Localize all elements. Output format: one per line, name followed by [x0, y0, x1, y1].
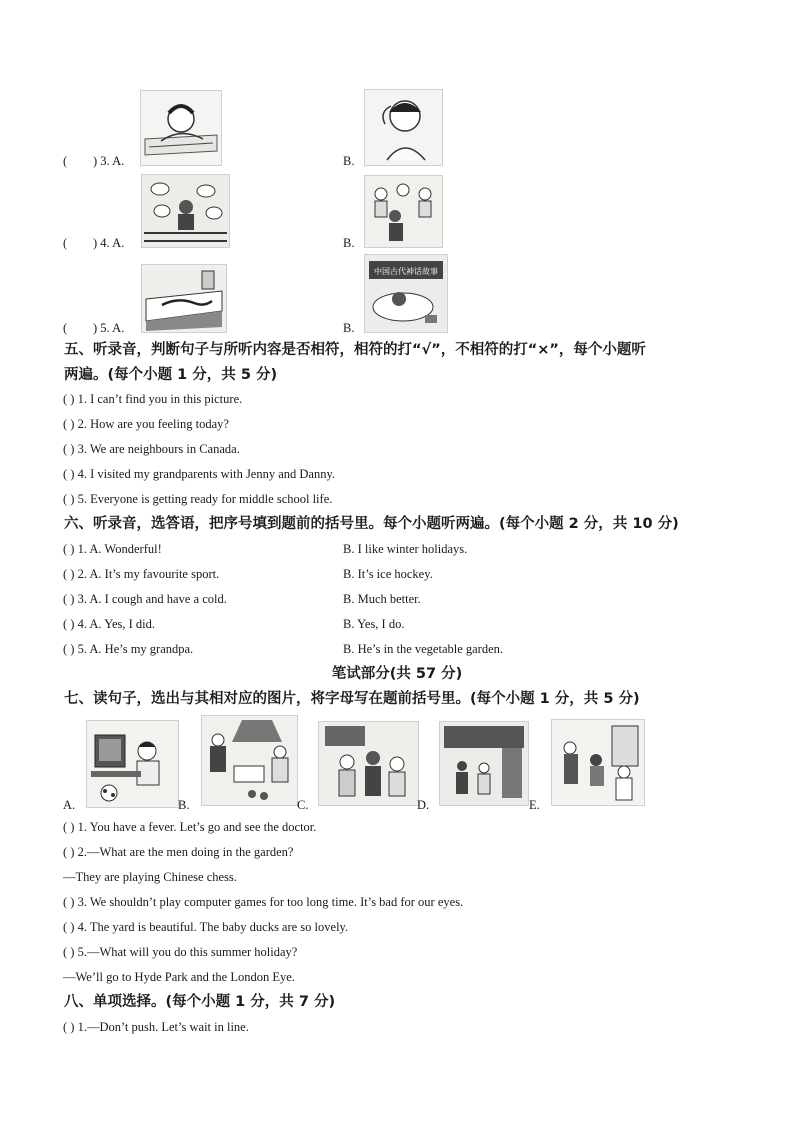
picture-b-men-playing-chess — [201, 715, 298, 806]
section-6-item-5-option-a: ( ) 5. A. He’s my grandpa. — [63, 642, 194, 656]
section-6-item-5-option-b: B. He’s in the vegetable garden. — [343, 642, 504, 656]
question-number: ) 4. A. — [93, 236, 125, 250]
section-7-line-1: ( ) 1. You have a fever. Let’s go and see the doctor. — [63, 820, 317, 834]
section-5-item-2: ( ) 2. How are you feeling today? — [63, 417, 229, 431]
option-b-label: B. — [343, 154, 355, 168]
picture-children-group — [364, 175, 443, 248]
answer-paren: ( — [63, 236, 68, 250]
section-5-item-3: ( ) 3. We are neighbours in Canada. — [63, 442, 240, 456]
section-7-line-4: ( ) 3. We shouldn’t play computer games for too long time. It’s bad for our eyes. — [63, 895, 464, 909]
section-5-title-line-2: 两遍。(每个小题 1 分，共 5 分) — [64, 367, 278, 383]
picture-sick-boy-in-bed — [140, 90, 222, 166]
picture-girl-with-headache — [364, 89, 443, 166]
picture-label-b: B. — [178, 798, 190, 812]
section-5-item-1: ( ) 1. I can’t find you in this picture. — [63, 392, 243, 406]
question-number: ) 5. A. — [93, 321, 125, 335]
section-6-item-4-option-b: B. Yes, I do. — [343, 617, 405, 631]
picture-label-a: A. — [63, 798, 76, 812]
picture-label-d: D. — [417, 798, 430, 812]
section-7-line-3: —They are playing Chinese chess. — [63, 870, 237, 884]
section-6-item-3-option-a: ( ) 3. A. I cough and have a cold. — [63, 592, 227, 606]
section-6-item-1-option-a: ( ) 1. A. Wonderful! — [63, 542, 162, 556]
section-5-item-5: ( ) 5. Everyone is getting ready for middle school life. — [63, 492, 333, 506]
picture-reading-storybook — [364, 254, 448, 333]
section-6-item-3-option-b: B. Much better. — [343, 592, 421, 606]
picture-e-doctor-visit — [551, 719, 645, 806]
picture-a-boy-at-computer — [86, 720, 179, 808]
section-7-line-7: —We’ll go to Hyde Park and the London Eye. — [63, 970, 295, 984]
section-7-line-6: ( ) 5.—What will you do this summer holiday? — [63, 945, 298, 959]
section-7-title: 七、读句子，选出与其相对应的图片，将字母写在题前括号里。(每个小题 1 分，共 5 分) — [64, 691, 640, 707]
section-6-title: 六、听录音，选答语，把序号填到题前的括号里。每个小题听两遍。(每个小题 2 分，共 10 分) — [64, 516, 679, 532]
section-6-item-1-option-b: B. I like winter holidays. — [343, 542, 468, 556]
picture-desk-calligraphy — [141, 264, 227, 333]
section-8-item-1: ( ) 1.—Don’t push. Let’s wait in line. — [63, 1020, 249, 1034]
picture-farm-with-sheep — [141, 174, 230, 248]
picture-label-c: C. — [297, 798, 309, 812]
option-b-label: B. — [343, 236, 355, 250]
question-number: ) 3. A. — [93, 154, 125, 168]
section-5-title-line-1: 五、听录音，判断句子与所听内容是否相符，相符的打“√”，不相符的打“×”，每个小题听 — [64, 342, 646, 358]
section-6-item-4-option-a: ( ) 4. A. Yes, I did. — [63, 617, 156, 631]
picture-d-london-scene — [439, 721, 529, 806]
picture-label-e: E. — [529, 798, 540, 812]
answer-paren: ( — [63, 321, 68, 335]
picture-c-family-scene — [318, 721, 419, 806]
section-5-item-4: ( ) 4. I visited my grandparents with Jenny and Danny. — [63, 467, 336, 481]
section-7-line-2: ( ) 2.—What are the men doing in the garden? — [63, 845, 294, 859]
section-6-item-2-option-a: ( ) 2. A. It’s my favourite sport. — [63, 567, 220, 581]
storybook-sign-text: 中国古代神话故事 — [374, 267, 438, 276]
section-8-title: 八、单项选择。(每个小题 1 分，共 7 分) — [64, 994, 336, 1010]
option-b-label: B. — [343, 321, 355, 335]
section-7-line-5: ( ) 4. The yard is beautiful. The baby ducks are so lovely. — [63, 920, 349, 934]
written-part-header: 笔试部分(共 57 分) — [331, 666, 463, 682]
answer-paren: ( — [63, 154, 68, 168]
section-6-item-2-option-b: B. It’s ice hockey. — [343, 567, 433, 581]
